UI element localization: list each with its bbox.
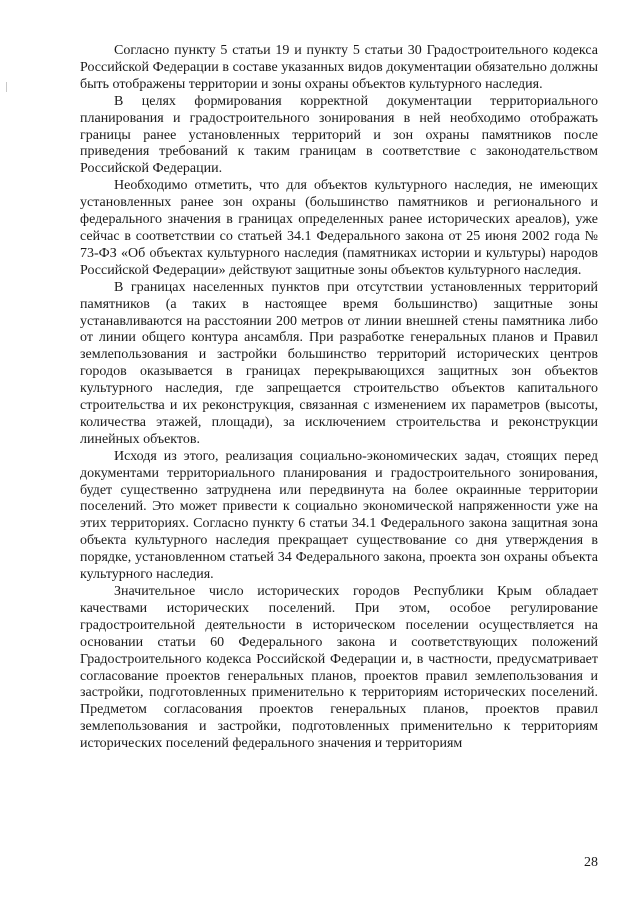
paragraph-3: Необходимо отметить, что для объектов культурного наследия, не имеющих установленных ранее зон охраны (большинство памятников и регионального и федерального значения в границах определенных ранее исторических ареалов), уже сейчас в соответствии со статьей 34.1 Федерального закона от 25 июня 2002 года № 73-ФЗ «Об объектах культурного наследия (памятниках истории и культуры) народов Российской Федерации» действуют защитные зоны объектов культурного наследия.	[80, 178, 598, 278]
paragraph-5: Исходя из этого, реализация социально-экономических задач, стоящих перед документами территориального планирования и градостроительного зонирования, будет существенно затруднена или передвинута на более окраинные территории поселений. Это может привести к социально экономической напряженности уже на этих территориях. Согласно пункту 6 статьи 34.1 Федерального закона защитная зона объекта культурного наследия прекращает существование со дня утверждения в порядке, установленном статьей 34 Федерального закона, проекта зон охраны объекта культурного наследия.	[80, 448, 598, 583]
page-number: 28	[584, 855, 598, 870]
paragraph-6: Значительное число исторических городов Республики Крым обладает качествами исторических поселений. При этом, особое регулирование градостроительной деятельности в историческом поселении осуществляется на основании статьи 60 Федерального закона и соответствующих положений Градостроительного кодекса Российской Федерации и, в частности, предусматривает согласование проектов генеральных планов, проектов правил землепользования и застройки, подготовленных применительно к территориям исторических поселений. Предметом согласования проектов генеральных планов, проектов правил землепользования и застройки, подготовленных применительно к территориям исторических поселений федерального значения и территориям	[80, 584, 598, 752]
paragraph-4: В границах населенных пунктов при отсутствии установленных территорий памятников (а таких в настоящее время большинство) защитные зоны устанавливаются на расстоянии 200 метров от линии внешней стены памятника либо от линии общего контура ансамбля. При разработке генеральных планов и Правил землепользования и застройки большинство территорий исторических центров городов оказывается в границах перекрывающихся защитных зон объектов культурного наследия, где запрещается строительство объектов капитального строительства и их реконструкция, связанная с изменением их параметров (высоты, количества этажей, площади), за исключением строительства и реконструкции линейных объектов.	[80, 279, 598, 447]
paragraph-1: Согласно пункту 5 статьи 19 и пункту 5 статьи 30 Градостроительного кодекса Российской Федерации в составе указанных видов документации обязательно должны быть отображены территории и зоны охраны объектов культурного наследия.	[80, 43, 598, 92]
page-body	[80, 43, 598, 753]
scan-artifact	[6, 82, 7, 92]
paragraph-2: В целях формирования корректной документации территориального планирования и градостроительного зонирования в ней необходимо отображать границы ранее установленных территорий и зон охраны памятников после приведения требований к таким границам в соответствие с законодательством Российской Федерации.	[80, 93, 598, 177]
